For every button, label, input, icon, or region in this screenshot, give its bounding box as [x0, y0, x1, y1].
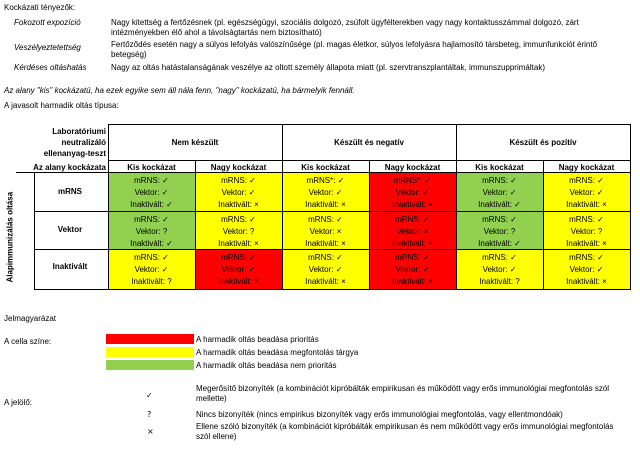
legend-green-text: A harmadik oltás beadása nem prioritás [196, 361, 337, 370]
group-header: Nem készült [171, 138, 219, 147]
grid-line [195, 160, 196, 290]
cell-line: mRNS: ✓ [308, 253, 343, 262]
cell-line: mRNS: ✓ [482, 176, 517, 185]
cell-line: Inaktivált: ✓ [130, 200, 173, 209]
cell-line: Inaktivált: ✓ [130, 239, 173, 248]
cell-line: Vektor: ✓ [482, 265, 517, 274]
cell-line: mRNS: ✓ [395, 253, 430, 262]
matrix-cell [369, 212, 456, 250]
cross-icon: × [147, 427, 154, 436]
cell-line: Vektor: ✓ [308, 265, 343, 274]
matrix-cell [282, 173, 369, 212]
cell-line: mRNS: ✓ [221, 253, 256, 262]
matrix-cell [108, 173, 195, 212]
cell-line: Inaktivált: ? [131, 277, 172, 286]
cell-line: mRNS: ✓ [569, 176, 604, 185]
cell-line: Inaktivált: × [392, 239, 433, 248]
cell-line: Inaktivált: ✓ [478, 239, 521, 248]
matrix-cell [543, 250, 630, 289]
cell-line: Vektor: ✓ [308, 188, 343, 197]
matrix-cell [108, 250, 195, 289]
legend-yellow-text: A harmadik oltás beadása megfontolás tárgya [196, 348, 359, 357]
matrix-cell [195, 250, 282, 289]
risk-desc-vulnerability: Fertőződés esetén nagy a súlyos lefolyás valószínűsége (pl. magas életkor, súlyos lefolyásra hajlamosító társbeteg, immunfunkciót érintő betegség) [111, 40, 598, 59]
cell-line: Vektor: ✓ [395, 188, 430, 197]
cell-line: Inaktivált: × [218, 277, 259, 286]
subcol-header: Nagy kockázat [558, 163, 615, 172]
cell-line: Vektor: ? [483, 227, 516, 236]
legend-title: Jelmagyarázat [4, 314, 57, 323]
matrix-cell [456, 250, 543, 289]
cell-line: Vektor: ✓ [569, 188, 604, 197]
grid-line [108, 124, 631, 125]
cell-line: Inaktivált: × [305, 200, 346, 209]
cell-line: mRNS: ✓ [482, 253, 517, 262]
cell-line: Inaktivált: × [305, 277, 346, 286]
row-label: Vektor [57, 225, 83, 234]
cell-line: Vektor: × [396, 227, 429, 236]
cell-line: mRNS: ✓ [569, 215, 604, 224]
grid-line [369, 160, 370, 290]
checkmark-icon: ✓ [146, 391, 153, 400]
grid-line [543, 160, 544, 290]
cell-line: Vektor: ? [135, 227, 168, 236]
matrix-cell [456, 173, 543, 212]
row-label: Inaktivált [52, 262, 88, 271]
corner-label-line: Laboratóriumi [52, 127, 106, 136]
matrix-cell [369, 173, 456, 212]
cell-line: Vektor: ✓ [134, 188, 169, 197]
matrix-cell [195, 173, 282, 212]
cell-line: Vektor: ✓ [482, 188, 517, 197]
cell-line: Inaktivált: × [566, 239, 607, 248]
grid-line [34, 172, 35, 290]
cell-line: Inaktivált: × [392, 200, 433, 209]
cell-line: Vektor: ? [570, 227, 603, 236]
matrix-cell [456, 212, 543, 250]
legend-red-text: A harmadik oltás beadása prioritás [196, 335, 319, 344]
risk-term-exposure: Fokozott expozíció [14, 18, 81, 27]
group-header: Készült és pozitív [509, 138, 577, 147]
grid-line [34, 249, 631, 250]
grid-line [34, 289, 631, 290]
corner-label-line: ellenanyag-teszt [43, 149, 106, 158]
cell-line: Inaktivált: × [305, 239, 346, 248]
cell-line: mRNS: ✓ [308, 215, 343, 224]
risk-desc-exposure: Nagy kitettség a fertőzésnek (pl. egészségügyi, szociális dolgozó, zsúfolt ügyfélterekben vagy nagy kontaktusszámmal dolgozó, zárt intézményekben élő ahol a távolságtartás nem biztosítható) [111, 18, 579, 37]
legend-cross-text: Ellene szóló bizonyíték (a kombinációt kipróbálták empirikusan és nem működött vagy erős immunológiai megfontolás szól ellene) [196, 422, 614, 441]
row-label: mRNS [57, 187, 82, 196]
question-icon: ? [147, 410, 152, 419]
matrix-cell [282, 250, 369, 289]
cell-line: Inaktivált: ✓ [478, 200, 521, 209]
cell-line: Inaktivált: × [218, 200, 259, 209]
matrix-cell [195, 212, 282, 250]
cell-line: mRNS: ✓ [395, 215, 430, 224]
grid-line [108, 124, 109, 290]
subcol-header: Kis kockázat [475, 163, 524, 172]
cell-line: Inaktivált: × [566, 200, 607, 209]
risk-term-vulnerability: Veszélyeztetettség [14, 43, 81, 52]
cell-line: mRNS: ✓ [134, 215, 169, 224]
cell-line: Vektor: ✓ [221, 265, 256, 274]
cell-line: mRNS: ✓ [221, 176, 256, 185]
matrix-cell [369, 250, 456, 289]
legend-question-text: Nincs bizonyíték (nincs empirikus bizonyíték vagy erős immunológiai megfontolás, vagy ellentmondóak) [196, 410, 563, 419]
swatch-green [106, 360, 194, 370]
cell-line: mRNS: ✓ [221, 215, 256, 224]
risk-term-efficacy: Kérdéses oltáshatás [14, 63, 87, 72]
cell-line: Inaktivált: × [392, 277, 433, 286]
cell-line: Inaktivált: × [218, 239, 259, 248]
legend-color-label: A cella színe: [4, 337, 52, 346]
cell-line: Inaktivált: ? [479, 277, 520, 286]
cell-line: Vektor: ✓ [221, 188, 256, 197]
subcol-header: Kis kockázat [301, 163, 350, 172]
grid-line [456, 124, 457, 290]
swatch-red [106, 334, 194, 344]
legend-check-text: Megerősítő bizonyíték (a kombinációt kipróbálták empirikusan és működött vagy erős immunológiai megfontolás szól mellette) [196, 384, 610, 403]
grid-line [34, 211, 631, 212]
group-header: Készült és negatív [334, 138, 404, 147]
cell-line: Inaktivált: × [566, 277, 607, 286]
cell-line: Vektor: × [309, 227, 342, 236]
matrix-cell [543, 173, 630, 212]
risk-note: Az alany "kis" kockázatú, ha ezek egyike sem áll nála fenn, "nagy" kockázatú, ha bármelyik fennáll. [4, 86, 355, 95]
swatch-yellow [106, 347, 194, 357]
subheading: A javasolt harmadik oltás típusa: [4, 101, 119, 110]
matrix-cell [108, 212, 195, 250]
cell-line: mRNS: ✓ [569, 253, 604, 262]
cell-line: Vektor: ✓ [569, 265, 604, 274]
cell-line: mRNS: ✓ [134, 176, 169, 185]
subcol-header: Kis kockázat [127, 163, 176, 172]
cell-line: mRNS*: ✓ [306, 176, 345, 185]
subcol-header: Nagy kockázat [384, 163, 441, 172]
grid-line [630, 124, 631, 290]
matrix-cell [543, 212, 630, 250]
cell-line: Vektor: ? [222, 227, 255, 236]
cell-line: mRNS*: ✓ [393, 176, 432, 185]
side-label: Alapimmunizálás oltása [5, 191, 15, 283]
heading: Kockázati tényezők: [4, 3, 76, 12]
matrix-cell [282, 212, 369, 250]
cell-line: mRNS: ✓ [134, 253, 169, 262]
corner-label-line: neutralizáló [61, 138, 106, 147]
cell-line: Vektor: ✓ [134, 265, 169, 274]
risk-row-label: Az alany kockázata [33, 163, 106, 172]
legend-marker-label: A jelölő: [4, 398, 33, 407]
grid-line [282, 124, 283, 290]
cell-line: mRNS: ✓ [482, 215, 517, 224]
cell-line: Vektor: ✓ [395, 265, 430, 274]
subcol-header: Nagy kockázat [210, 163, 267, 172]
corner-label [16, 126, 106, 159]
risk-desc-efficacy: Nagy az oltás hatástalanságának veszélye az oltott személy állapota miatt (pl. szervtranszplantáltak, immunszupprimáltak) [111, 63, 545, 72]
